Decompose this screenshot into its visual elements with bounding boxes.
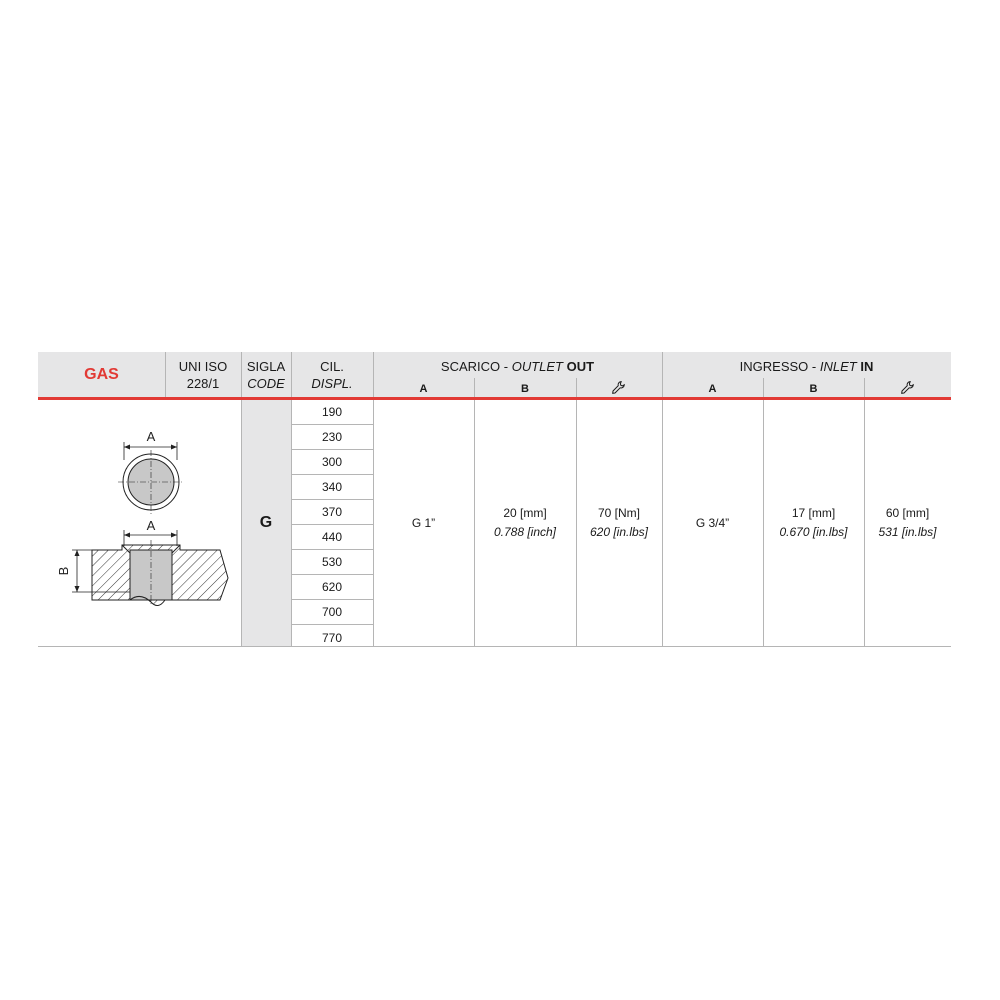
outlet-wrench-icon [576,378,662,397]
outlet-torque-line1: 70 [Nm] [597,506,640,520]
inlet-prefix: INGRESSO - [739,359,820,374]
outlet-b-line1: 20 [mm] [503,506,547,520]
outlet-b-line2: 0.788 [inch] [493,525,557,539]
outlet-torque-line2: 620 [in.lbs] [589,525,649,539]
diagram-label-a-bottom: A [146,518,156,533]
list-item: 300 [291,450,373,475]
outlet-b-cell [474,400,576,646]
outlet-torque-cell [576,400,662,646]
code-header [241,358,291,392]
outlet-a-value: G 1” [411,515,436,530]
outlet-italic: OUTLET [511,359,563,374]
displ-header [291,358,373,392]
cil-label: CIL. [320,359,344,374]
outlet-sub-b: B [521,382,529,395]
inlet-bold: IN [860,359,874,374]
diagram-label-b: B [56,566,71,576]
sigla-label: SIGLA [246,359,286,374]
inlet-b-line1: 17 [mm] [791,506,836,520]
list-item: 770 [321,630,343,645]
inlet-b-cell [763,400,864,646]
list-item: 530 [291,550,373,575]
inlet-torque-cell [864,400,951,646]
outlet-sub-a: A [419,382,428,395]
outlet-prefix: SCARICO - [440,359,512,374]
port-diagram [50,420,230,620]
inlet-sub-a: A [708,382,717,395]
inlet-header [662,359,951,374]
code-value: G [259,514,273,531]
wrench-icon [900,380,916,396]
list-item: 340 [291,475,373,500]
outlet-header [373,359,662,374]
diagram-label-a-top: A [146,429,156,444]
outlet-bold: OUT [566,359,595,374]
uni-iso-header [165,358,241,392]
inlet-italic: INLET [819,359,857,374]
code-label: CODE [247,376,285,391]
inlet-sub-b: B [809,382,818,395]
list-item: 190 [291,400,373,425]
inlet-torque-line2: 531 [in.lbs] [878,525,937,539]
uni-iso-line2: 228/1 [186,376,220,391]
inlet-a-value: G 3/4” [695,515,730,530]
table-bottom-rule [38,646,951,647]
list-item: 230 [291,425,373,450]
inlet-torque-line1: 60 [mm] [885,506,930,520]
displ-label: DISPL. [311,376,353,391]
list-item: 700 [291,600,373,625]
inlet-b-line2: 0.670 [in.lbs] [779,525,848,539]
wrench-icon [611,380,627,396]
list-item: 370 [291,500,373,525]
list-item: 620 [291,575,373,600]
inlet-wrench-icon [864,378,951,397]
uni-iso-line1: UNI ISO [178,359,228,374]
gas-title: GAS [84,366,119,383]
displacement-list [291,400,373,646]
list-item: 440 [291,525,373,550]
